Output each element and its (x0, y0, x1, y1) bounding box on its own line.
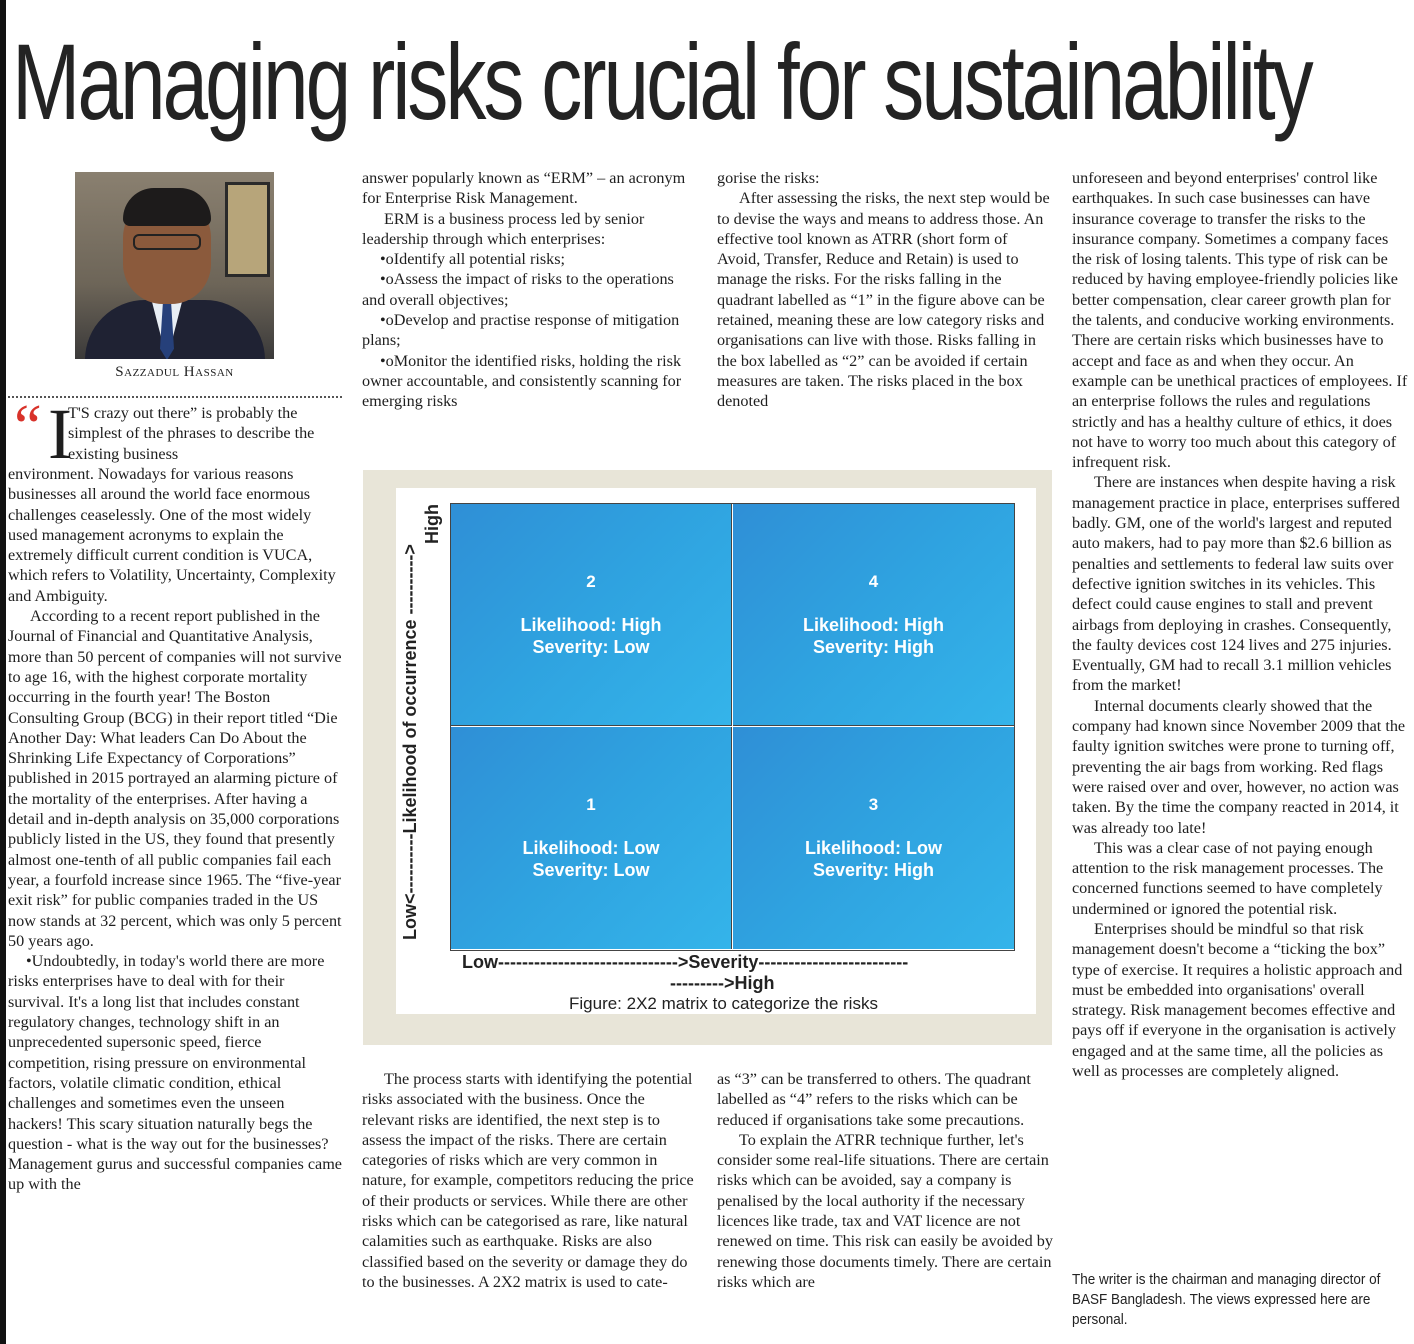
col4-paragraph-3: Internal documents clearly showed that the company had known since November 2009 that the faulty ignition switches were prone to turning off, preventing the air bags from working. Red flags were raised over and over, however, no action was taken. By the time the company reacted in 2014, it was already too late! (1072, 696, 1406, 837)
headline: Managing risks crucial for sustainability (12, 21, 1311, 142)
drop-quote-mark: “ (8, 393, 43, 461)
quadrant-2-severity: Severity: Low (532, 637, 650, 657)
author-byline: Sazzadul Hassan (115, 364, 234, 380)
author-photo (75, 172, 274, 359)
quadrant-1-severity: Severity: Low (532, 860, 650, 880)
col1-paragraph-1: environment. Nowadays for various reasons businesses all around the world face enormous challenges ceaselessly. One of the most widely used management acronyms to explain the extremely difficult current condition is VUCA, which refers to Volatility, Uncertainty, Complexity and Ambiguity. (8, 465, 336, 605)
col4-paragraph-5: Enterprises should be mindful so that risk management doesn't become a “ticking the box” type of exercise. It requires a holistic approach and must be embedded into organisations' overall strategy. Risk management becomes effective and pays off if everyone in the organisation is actively engaged and at the same time, all the policies as well as processes are completely aligned. (1072, 919, 1403, 1081)
col2b-paragraph-1: The process starts with identifying the potential risks associated with the business. Once the relevant risks are identified, the next step is to assess the impact of the risks. There are certain categories of risks which are very common in nature, for example, competitors reducing the price of their products or services. While there are other risks which can be categorised as rare, like natural calamities such as earthquake. Risks are also classified based on the severity or damage they do to the businesses. A 2X2 matrix is used to cate- (362, 1070, 694, 1291)
col2-bullet-3: •oDevelop and practise response of mitigation plans; (362, 311, 680, 350)
col3b-paragraph-2: To explain the ATRR technique further, let's consider some real-life situations. There are certain risks which can be avoided, say a company is penalised by the local authority if the necessary licences like trade, tax and VAT licence are not renewed on time. This risk can easily be avoided by renewing those documents timely. There are certain risks which are (717, 1130, 1053, 1291)
quadrant-3-likelihood: Likelihood: Low (805, 838, 942, 858)
y-axis-high: High (422, 504, 442, 544)
col2-bullet-1: •oIdentify all potential risks; (380, 250, 566, 269)
quadrant-1 (451, 727, 732, 949)
quadrant-3-number: 3 (868, 795, 879, 814)
column-2-top (362, 168, 698, 412)
x-axis-label: Low------------------------------>Severity------------------------- (462, 952, 909, 972)
intro-text: T'S crazy out there” is probably the simplest of the phrases to describe the existing business (68, 404, 315, 463)
y-axis-label (400, 500, 442, 940)
quadrant-3 (733, 727, 1014, 949)
quadrant-2 (451, 504, 732, 726)
writer-note: The writer is the chairman and managing director of BASF Bangladesh. The views expressed here are personal. (1072, 1271, 1381, 1328)
col3-paragraph-1: gorise the risks: (717, 169, 820, 187)
col4-paragraph-4: This was a clear case of not paying enough attention to the risk management processes. The concerned functions seemed to have completely undermined or ignored the potential risk. (1072, 838, 1384, 918)
left-edge-rule (0, 0, 6, 1344)
column-1 (8, 464, 342, 1195)
quadrant-2-likelihood: Likelihood: High (520, 615, 662, 635)
risk-matrix (450, 503, 1015, 951)
drop-cap: I (48, 394, 72, 474)
col2-bullet-2: •oAssess the impact of risks to the operations and overall objectives; (362, 270, 674, 309)
col1-paragraph-3: •Undoubtedly, in today's world there are more risks enterprises have to deal with for their survival. It's a long list that includes constant regulatory changes, technology shift in an unprecedented supersonic speed, fierce competition, rising pressure on environmental factors, volatile climatic condition, ethical challenges and sometimes even the unseen hackers! This scary situation naturally begs the question - what is the way out for the businesses? Management gurus and successful companies came up with the (8, 952, 342, 1194)
col3-paragraph-2: After assessing the risks, the next step would be to devise the ways and means to address those. An effective tool known as ATRR (short form of Avoid, Transfer, Reduce and Retain) is used to manage the risks. For the risks falling in the quadrant labelled as “1” in the figure above can be retained, meaning these are low category risks and organisations can live with those. Risks falling in the box labelled as “2” can be avoided if certain measures are taken. The risks placed in the box denoted (717, 189, 1050, 411)
quadrant-4-number: 4 (868, 572, 879, 591)
col3b-paragraph-1: as “3” can be transferred to others. The quadrant labelled as “4” refers to the risks which can be reduced if organisations take some precautions. (717, 1070, 1031, 1129)
quadrant-4-severity: Severity: High (812, 637, 935, 657)
quadrant-3-severity: Severity: High (812, 860, 935, 880)
quadrant-2-number: 2 (586, 572, 596, 591)
col4-paragraph-2: There are instances when despite having a risk management practice in place, enterprises suffered badly. GM, one of the world's largest and reputed auto makers, had to pay more than $2.6 billion as penalties and settlements to federal law suits over defective ignition switches in its vehicles. This defect could cause engines to stall and prevent airbags from deploying in crashes. Consequently, the faulty devices cost 124 lives and 275 injuries. Eventually, GM had to recall 3.1 million vehicles from the market! (1072, 473, 1400, 695)
col1-paragraph-2: According to a recent report published in the Journal of Financial and Quantitative Analysis, more than 50 percent of companies will not survive to age 16, with the highest corporate mortality occurring in the fourth year! The Boston Consulting Group (BCG) in their report titled “Die Another Day: What leaders Can Do About the Shrinking Life Expectancy of Corporations” published in 2015 portrayed an alarming picture of the mortality of the enterprises. After having a detail and in-depth analysis on 35,000 corporations publicly listed in the US, they found that presently almost one-tenth of all public companies fail each year, a fourfold increase since 1965. The “five-year exit risk” for public companies traded in the US now stands at 32 percent, which was only 5 percent 50 years ago. (8, 607, 342, 950)
quadrant-1-likelihood: Likelihood: Low (522, 838, 660, 858)
column-2-bottom (362, 1069, 698, 1292)
figure-caption: Figure: 2X2 matrix to categorize the risks (569, 994, 878, 1013)
column-4 (1072, 168, 1408, 1081)
column-3-top (717, 168, 1053, 412)
col2-paragraph-2: ERM is a business process led by senior leadership through which enterprises: (362, 209, 645, 248)
col2-paragraph-1: answer popularly known as “ERM” – an acronym for Enterprise Risk Management. (362, 169, 686, 208)
y-axis-text: Low<----------Likelihood of occurrence ----------> (400, 544, 420, 940)
quadrant-1-number: 1 (586, 795, 596, 814)
col4-paragraph-1: unforeseen and beyond enterprises' control like earthquakes. In such case businesses can have insurance coverage to transfer the risks to the insurance company. Sometimes a company faces the risk of losing talents. This type of risk can be reduced by having employee-friendly policies like better compensation, clear career growth plan for the talents, and conducive working environments. There are certain risks which businesses have to accept and face as and when they occur. An example can be unethical practices of employees. If an enterprise follows the rules and regulations strictly and has a healthy culture of ethics, it does not have to worry too much about this category of infrequent risk. (1072, 169, 1408, 472)
quadrant-4 (733, 504, 1014, 726)
column-3-bottom (717, 1069, 1053, 1292)
quadrant-4-likelihood: Likelihood: High (803, 615, 944, 635)
x-axis-high: --------->High (670, 973, 775, 993)
col2-bullet-4: •oMonitor the identified risks, holding the risk owner accountable, and consistently scanning for emerging risks (362, 351, 682, 411)
